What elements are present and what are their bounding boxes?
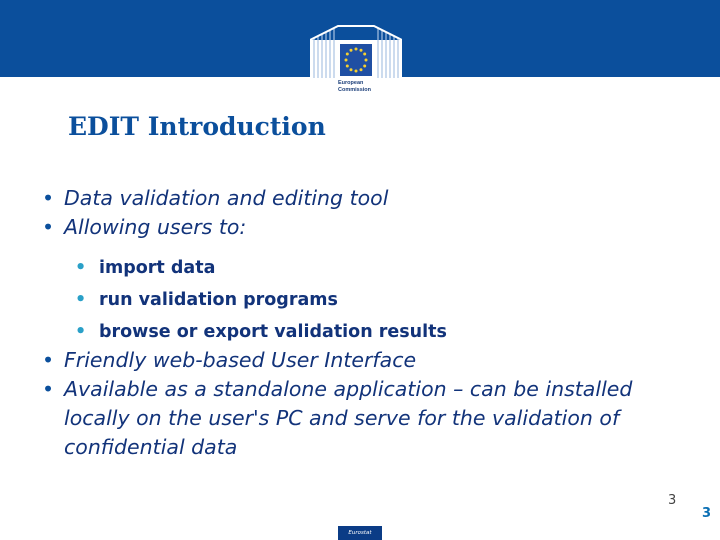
logo-caption — [338, 80, 398, 94]
bullet-item: • Available as a standalone application – can be installed locally on the user's PC and serve for the validation of confidential data — [42, 375, 682, 462]
eurostat-footer-label: Eurostat — [338, 526, 382, 540]
bullet-list-top — [42, 184, 682, 242]
sub-bullet-list — [75, 252, 447, 348]
sub-bullet-item: • import data — [75, 252, 447, 284]
slide-title: EDIT Introduction — [68, 112, 326, 141]
logo-line-1: European — [338, 80, 364, 86]
bullet-item: • Data validation and editing tool — [42, 184, 682, 213]
bullet-item: • Friendly web-based User Interface — [42, 346, 682, 375]
bullet-item: • Allowing users to: — [42, 213, 682, 242]
sub-bullet-item: • browse or export validation results — [75, 316, 447, 348]
page-number: 3 — [668, 493, 677, 508]
logo-line-2: Commission — [338, 87, 372, 93]
sub-bullet-item: • run validation programs — [75, 284, 447, 316]
page-number-corner: 3 — [702, 506, 712, 521]
bullet-list-bottom — [42, 346, 682, 462]
